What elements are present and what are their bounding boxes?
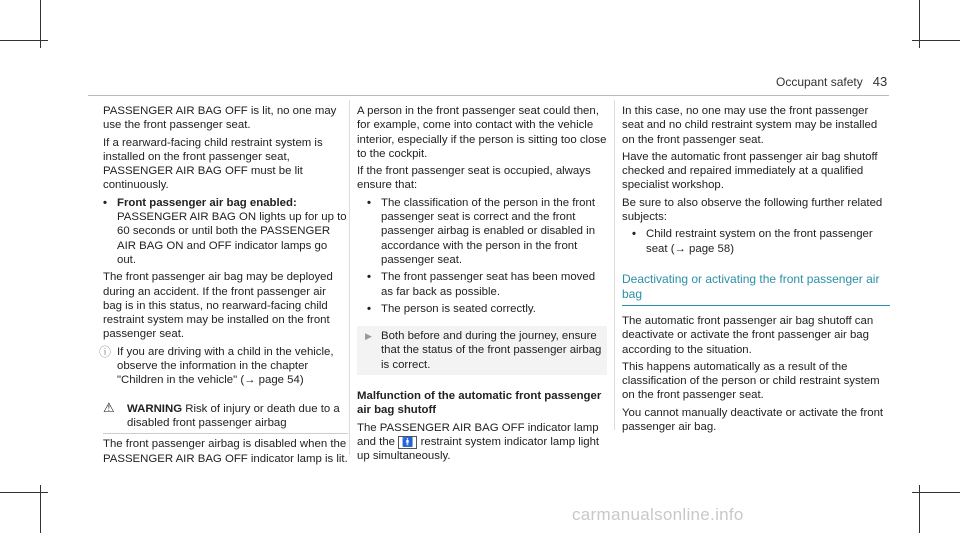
note-text: If you are driving with a child in the vehicle, observe the information in the chapter "Children in the vehicle" ( bbox=[117, 345, 334, 387]
watermark: carmanualsonline.info bbox=[572, 505, 744, 524]
paragraph: If the front passenger seat is occupied, always ensure that: bbox=[357, 165, 591, 192]
instruction-text: Both before and during the journey, ensure that the status of the front passenger airbag is correct. bbox=[381, 330, 602, 371]
bullet-text: PASSENGER AIR BAG ON lights up for up to 60 seconds or until both the PASSENGER AIR BAG ON and OFF indicator lamps go out. bbox=[117, 211, 347, 266]
list-item bbox=[622, 227, 890, 256]
instruction-step bbox=[357, 326, 607, 375]
paragraph: A person in the front passenger seat could then, for example, come into contact with the vehicle interior, especially if the person is sitting too close to the cockpit. bbox=[357, 105, 607, 160]
paragraph bbox=[357, 421, 607, 464]
bullet-text: Child restraint system on the front passenger seat ( bbox=[646, 228, 873, 255]
paragraph-text: restraint system indicator lamp light up simultaneously. bbox=[357, 435, 600, 463]
crop-mark bbox=[912, 40, 960, 41]
paragraph: Have the automatic front passenger air bag shutoff checked and repaired immediately at a qualified specialist workshop. bbox=[622, 150, 878, 192]
page-reference[interactable]: → page 58) bbox=[674, 242, 735, 255]
page-reference[interactable]: → page 54) bbox=[244, 374, 304, 387]
list-item: • The front passenger seat has been moved as far back as possible. bbox=[357, 270, 607, 299]
crop-mark bbox=[912, 492, 960, 493]
crop-mark bbox=[0, 40, 48, 41]
paragraph: Be sure to also observe the following further related subjects: bbox=[622, 196, 883, 224]
warning-triangle-icon: ⚠ bbox=[103, 399, 115, 415]
column-3 bbox=[622, 104, 890, 437]
column-2 bbox=[357, 104, 607, 467]
page-header bbox=[776, 74, 887, 89]
warning-text: Risk of injury or death due to a disabled front passenger airbag bbox=[127, 402, 340, 429]
note bbox=[99, 344, 348, 388]
paragraph: PASSENGER AIR BAG OFF is lit, no one may use the front passenger seat. bbox=[103, 105, 337, 132]
list-item bbox=[103, 196, 348, 267]
column-1 bbox=[99, 104, 348, 469]
paragraph: In this case, no one may use the front passenger seat and no child restraint system may be installed on the front passenger seat. bbox=[622, 105, 878, 146]
arrow-right-icon: ▶ bbox=[365, 331, 372, 342]
warning-label: WARNING bbox=[127, 402, 183, 415]
column-divider bbox=[614, 100, 615, 430]
paragraph-text: The PASSENGER AIR BAG OFF indicator lamp and the bbox=[357, 421, 599, 448]
warning-body: The front passenger airbag is disabled when the PASSENGER AIR BAG OFF indicator lamp is lit. bbox=[103, 433, 348, 466]
paragraph: If a rearward-facing child restraint system is installed on the front passenger seat, PASSENGER AIR BAG OFF must be lit continuously. bbox=[103, 136, 323, 192]
list-item: • The person is seated correctly. bbox=[357, 302, 607, 316]
info-icon: ⓘ bbox=[99, 344, 112, 359]
warning-heading bbox=[103, 399, 348, 431]
paragraph: The automatic front passenger air bag shutoff can deactivate or activate the front passenger air bag according to the situation. bbox=[622, 314, 874, 356]
section-title: Occupant safety bbox=[776, 75, 863, 89]
section-heading: Deactivating or activating the front passenger air bag bbox=[622, 272, 890, 306]
restraint-icon: 🚹 bbox=[398, 436, 417, 449]
column-divider bbox=[349, 100, 350, 455]
page-number: 43 bbox=[872, 74, 888, 89]
header-rule bbox=[88, 95, 889, 96]
paragraph: You cannot manually deactivate or activate the front passenger air bag. bbox=[622, 406, 884, 434]
list-item: • The classification of the person in the front passenger seat is correct and the front passenger airbag is enabled or disabled in accordance with the person in the front passenger seat. bbox=[357, 196, 607, 267]
paragraph: This happens automatically as a result of the classification of the person or child restraint system on the front passenger seat. bbox=[622, 360, 880, 402]
paragraph: The front passenger air bag may be deployed during an accident. If the front passenger air bag is in this status, no rearward-facing child restraint system may be installed on the front passenger seat. bbox=[103, 271, 333, 341]
bullet-label: Front passenger air bag enabled: bbox=[117, 196, 297, 209]
section-subheading: Malfunction of the automatic front passenger air bag shutoff bbox=[357, 390, 602, 417]
crop-mark bbox=[0, 492, 48, 493]
